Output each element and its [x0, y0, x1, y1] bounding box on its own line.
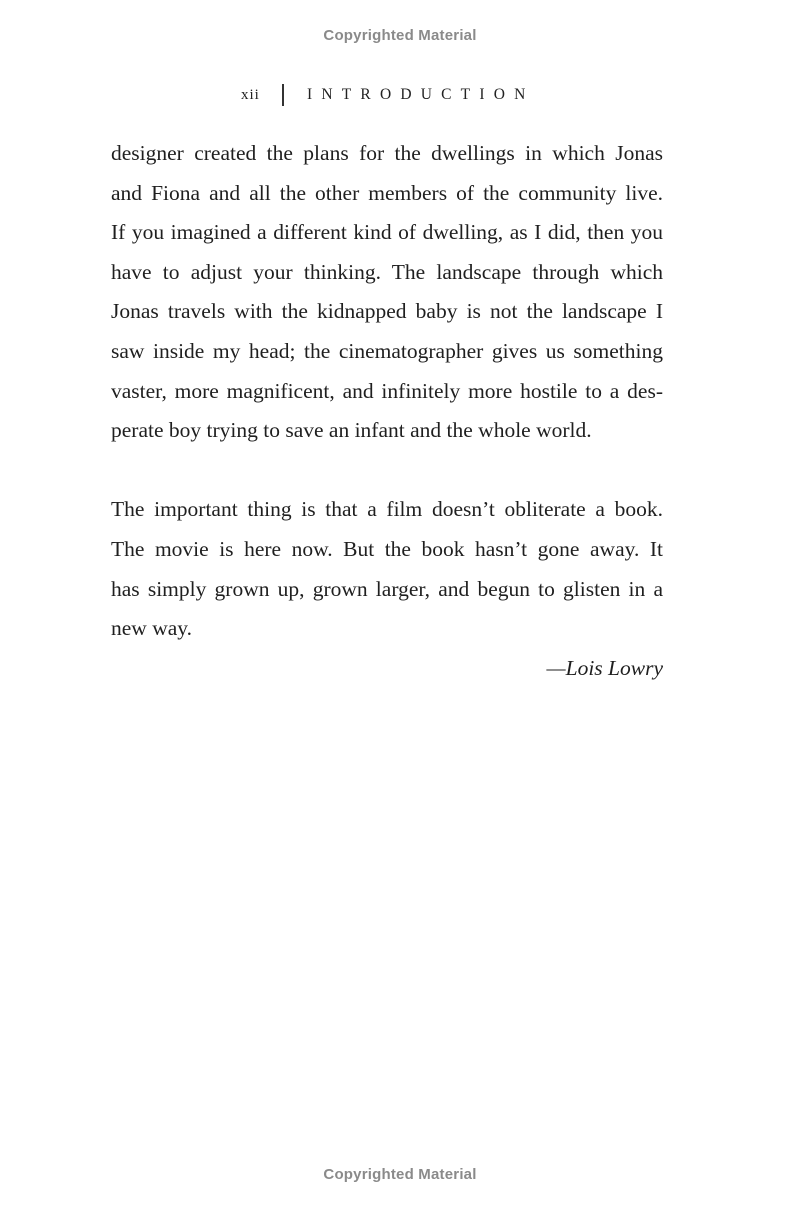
text-line: The important thing is that a film doesn’t obliterate a book. [111, 497, 663, 522]
section-title: INTRODUCTION [307, 86, 535, 103]
paragraph-1 [111, 134, 663, 451]
text-line: If you imagined a different kind of dwelling, as I did, then you [111, 220, 663, 245]
paragraph-spacer [111, 451, 663, 491]
text-line: vaster, more magnificent, and infinitely more hostile to a des- [111, 378, 663, 403]
body-text [111, 134, 663, 688]
text-line: saw inside my head; the cinematographer gives us something [111, 338, 663, 363]
copyright-watermark-bottom: Copyrighted Material [323, 1166, 477, 1183]
text-line: The movie is here now. But the book hasn’t gone away. It [111, 536, 663, 561]
text-line: perate boy trying to save an infant and the whole world. [111, 418, 592, 443]
text-line: new way. [111, 616, 192, 641]
text-line: and Fiona and all the other members of the community live. [111, 180, 663, 205]
page-number: xii [241, 87, 260, 103]
text-line: designer created the plans for the dwellings in which Jonas [111, 141, 663, 165]
paragraph-2 [111, 490, 663, 648]
running-head-divider [282, 84, 284, 106]
copyright-watermark-top: Copyrighted Material [323, 27, 477, 44]
text-line: Jonas travels with the kidnapped baby is not the landscape I [111, 299, 663, 324]
text-line: have to adjust your thinking. The landscape through which [111, 259, 663, 284]
author-signature: —Lois Lowry [546, 655, 663, 680]
text-line: has simply grown up, grown larger, and begun to glisten in a [111, 576, 663, 601]
running-head [0, 84, 800, 108]
